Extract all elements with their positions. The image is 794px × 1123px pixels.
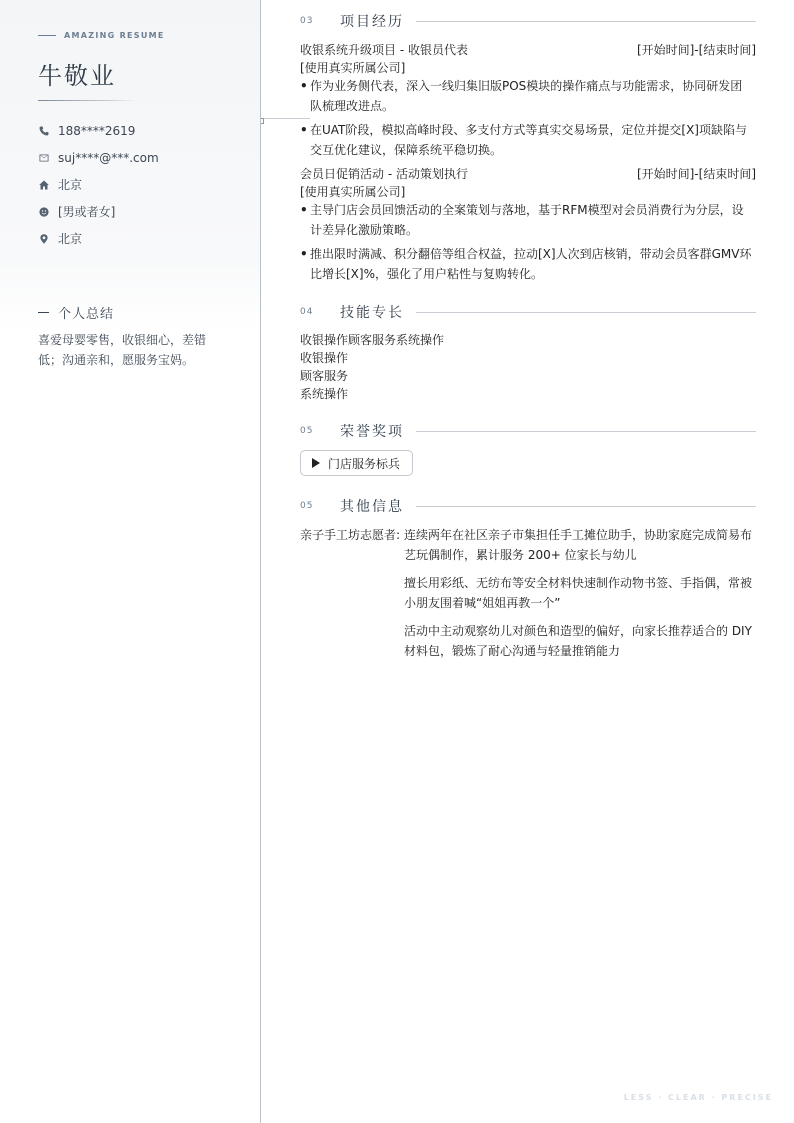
contact-phone-text: 188****2619 <box>58 123 136 138</box>
skills-list <box>300 331 444 403</box>
contact-list <box>38 117 159 252</box>
bullet-text: 主导门店会员回馈活动的全案策划与落地，基于RFM模型对会员消费行为分层，设计差异化激励策略。 <box>310 203 744 237</box>
project-company: [使用真实所属公司] <box>300 61 406 75</box>
bullet-text: 作为业务侧代表，深入一线归集旧版POS模块的操作痛点与功能需求，协同研发团队梳理改进点。 <box>310 79 743 113</box>
summary-text: 喜爱母婴零售，收银细心，差错低；沟通亲和，愿服务宝妈。 <box>38 333 207 367</box>
bullet-text: 推出限时满减、积分翻倍等组合权益，拉动[X]人次到店核销，带动会员客群GMV环比增长[X]%，强化了用户粘性与复购转化。 <box>310 247 752 281</box>
candidate-name: 牛敬业 <box>38 62 116 90</box>
brand-tag <box>38 31 165 40</box>
project-name: 收银系统升级项目 - 收银员代表 <box>300 43 468 57</box>
contact-gender <box>38 198 159 225</box>
play-triangle-icon <box>312 458 320 468</box>
project-name: 会员日促销活动 - 活动策划执行 <box>300 167 468 181</box>
projects-section-title: 项目经历 <box>340 14 404 30</box>
contact-location <box>38 225 159 252</box>
other-label: 亲子手工坊志愿者: <box>300 528 401 542</box>
skill-item: 收银操作顾客服务系统操作 <box>300 333 445 347</box>
project-bullet <box>300 120 756 160</box>
contact-location-text: 北京 <box>58 232 83 246</box>
other-section-header <box>300 496 756 516</box>
other-item: 连续两年在社区亲子市集担任手工摊位助手，协助家庭完成简易布艺玩偶制作，累计服务 200+ 位家长与幼儿 <box>404 528 753 562</box>
sidebar <box>0 0 261 1123</box>
other-item: 擅长用彩纸、无纺布等安全材料快速制作动物书签、手指偶，常被小朋友围着喊“姐姐再教一个” <box>404 576 753 610</box>
project-company: [使用真实所属公司] <box>300 185 406 199</box>
honors-section-number: 05 <box>300 426 314 436</box>
contact-home <box>38 171 159 198</box>
summary-heading <box>38 303 114 322</box>
footer-tagline: LESS · CLEAR · PRECISE <box>623 1093 773 1102</box>
phone-icon <box>38 125 50 137</box>
honors-section-header <box>300 421 756 441</box>
project-date: [开始时间]-[结束时间] <box>636 43 756 57</box>
mail-icon <box>38 152 50 164</box>
projects-section-header <box>300 11 756 31</box>
other-items <box>404 525 756 669</box>
bullet-dot: • <box>300 123 308 137</box>
bullet-dot: • <box>300 247 308 261</box>
contact-phone <box>38 117 159 144</box>
award-text: 门店服务标兵 <box>328 456 401 471</box>
skill-item: 顾客服务 <box>300 369 349 383</box>
other-section-number: 05 <box>300 501 314 511</box>
contact-home-text: 北京 <box>58 178 83 192</box>
section-rule <box>416 431 756 432</box>
section-rule <box>416 21 756 22</box>
section-rule <box>416 312 756 313</box>
award-badge <box>300 450 413 476</box>
divider-mark <box>261 118 264 124</box>
other-info <box>300 525 756 669</box>
brand-line <box>38 35 56 36</box>
skill-item: 收银操作 <box>300 351 349 365</box>
other-item: 活动中主动观察幼儿对颜色和造型的偏好，向家长推荐适合的 DIY 材料包，锻炼了耐心沟通与轻量推销能力 <box>404 624 752 658</box>
bullet-dot: • <box>300 79 308 93</box>
project-header <box>300 41 756 58</box>
other-section-title: 其他信息 <box>340 499 404 515</box>
bullet-dot: • <box>300 203 308 217</box>
bullet-text: 在UAT阶段，模拟高峰时段、多支付方式等真实交易场景，定位并提交[X]项缺陷与交互优化建议，保障系统平稳切换。 <box>310 123 747 157</box>
project-bullet <box>300 76 756 116</box>
name-divider <box>38 100 136 101</box>
contact-email-text: suj****@***.com <box>58 150 159 165</box>
home-icon <box>38 179 50 191</box>
contact-email <box>38 144 159 171</box>
skills-section-header <box>300 302 756 322</box>
skill-item: 系统操作 <box>300 387 349 401</box>
summary-dash <box>38 312 49 313</box>
gender-icon <box>38 206 50 218</box>
summary-title-text: 个人总结 <box>58 307 115 322</box>
project-bullet <box>300 200 756 240</box>
project-date: [开始时间]-[结束时间] <box>636 167 756 181</box>
location-pin-icon <box>38 233 50 245</box>
projects-section-number: 03 <box>300 16 314 26</box>
honors-section-title: 荣誉奖项 <box>340 424 404 440</box>
contact-gender-text: [男或者女] <box>58 205 116 219</box>
project-header <box>300 165 756 182</box>
project-bullet <box>300 244 756 284</box>
divider-tick <box>262 118 310 119</box>
section-rule <box>416 506 756 507</box>
skills-section-title: 技能专长 <box>340 305 404 321</box>
skills-section-number: 04 <box>300 307 314 317</box>
brand-text: AMAZING RESUME <box>64 31 165 40</box>
